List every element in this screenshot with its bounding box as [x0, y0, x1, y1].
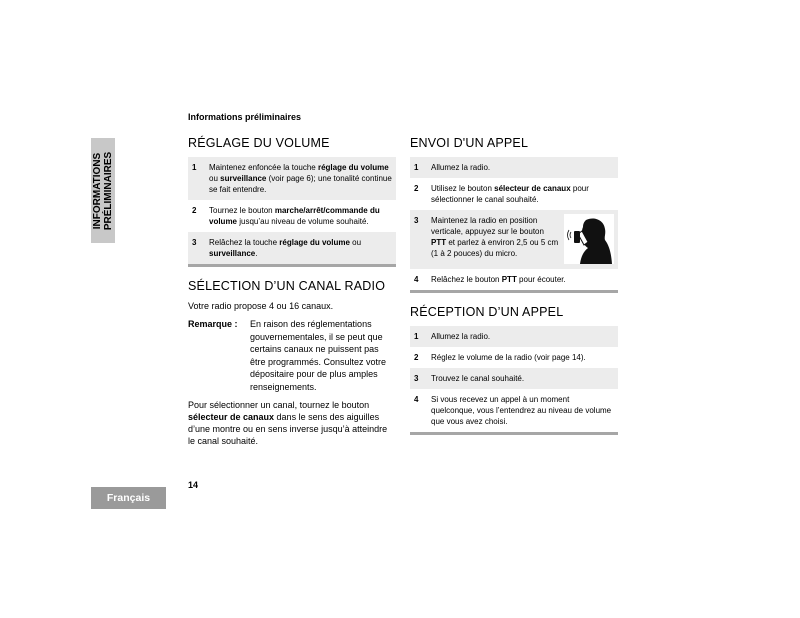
language-tab: Français — [91, 487, 166, 509]
volume-step — [188, 157, 396, 200]
step-number: 3 — [414, 216, 419, 225]
volume-step — [188, 232, 396, 264]
step-number: 2 — [414, 184, 419, 193]
step-text: Maintenez enfoncée la touche réglage du volume ou surveillance (voir page 6); une tonalité continue se fait entendre. — [209, 163, 392, 194]
right-column — [410, 136, 618, 447]
send-step — [410, 157, 618, 178]
table-end-rule — [188, 264, 396, 267]
step-text: Maintenez la radio en position verticale, appuyez sur le bouton PTT et parlez à environ 2,5 ou 5 cm (1 à 2 pouces) du micro. — [431, 216, 559, 258]
step-text: Si vous recevez un appel à un moment quelconque, vous l’entendrez au niveau de volume que vous avez choisi. — [431, 395, 612, 426]
step-number: 3 — [414, 374, 419, 383]
channel-note — [188, 318, 396, 393]
receive-step — [410, 389, 618, 432]
step-number: 2 — [192, 206, 197, 215]
channel-title: SÉLECTION D’UN CANAL RADIO — [188, 279, 386, 293]
side-tab-line1: INFORMATIONS — [92, 152, 103, 229]
step-number: 1 — [414, 163, 419, 172]
person-speaking-into-radio-icon — [564, 214, 614, 264]
volume-steps — [188, 157, 396, 267]
section-side-tab — [91, 138, 115, 243]
step-text: Trouvez le canal souhaité. — [431, 374, 525, 383]
volume-step — [188, 200, 396, 232]
send-step — [410, 269, 618, 290]
receive-step — [410, 326, 618, 347]
note-label: Remarque : — [188, 319, 238, 329]
left-column — [188, 136, 396, 453]
running-header: Informations préliminaires — [188, 112, 302, 122]
channel-instructions: Pour sélectionner un canal, tournez le bouton sélecteur de canaux dans le sens des aiguilles d’une montre ou en sens inverse jusqu’à atteindre le canal souhaité. — [188, 400, 388, 446]
send-step — [410, 178, 618, 210]
step-text: Tournez le bouton marche/arrêt/commande du volume jusqu’au niveau de volume souhaité. — [209, 206, 380, 226]
step-text: Réglez le volume de la radio (voir page 14). — [431, 353, 586, 362]
table-end-rule — [410, 290, 618, 293]
side-tab-line2: PRÉLIMINAIRES — [103, 151, 114, 230]
page-number: 14 — [188, 480, 199, 490]
receive-call-steps — [410, 326, 618, 435]
channel-intro: Votre radio propose 4 ou 16 canaux. — [188, 301, 334, 311]
receive-step — [410, 347, 618, 368]
send-step — [410, 210, 618, 269]
step-number: 4 — [414, 275, 419, 284]
step-number: 2 — [414, 353, 419, 362]
step-number: 1 — [414, 332, 419, 341]
volume-title: RÉGLAGE DU VOLUME — [188, 136, 330, 150]
send-call-title: ENVOI D'UN APPEL — [410, 136, 529, 150]
step-number: 1 — [192, 163, 197, 172]
table-end-rule — [410, 432, 618, 435]
step-text: Allumez la radio. — [431, 332, 491, 341]
channel-body — [188, 300, 396, 447]
send-call-steps — [410, 157, 618, 293]
step-text: Allumez la radio. — [431, 163, 491, 172]
step-text: Relâchez le bouton PTT pour écouter. — [431, 275, 566, 284]
note-text: En raison des réglementations gouvernementales, il se peut que certains canaux ne puissent pas être programmés. Consultez votre dépositaire pour de plus amples renseignements. — [250, 319, 387, 392]
receive-call-title: RÉCEPTION D’UN APPEL — [410, 305, 564, 319]
step-text: Relâchez la touche réglage du volume ou surveillance. — [209, 238, 362, 258]
step-text: Utilisez le bouton sélecteur de canaux pour sélectionner le canal souhaité. — [431, 184, 589, 204]
step-number: 3 — [192, 238, 197, 247]
step-number: 4 — [414, 395, 419, 404]
receive-step — [410, 368, 618, 389]
